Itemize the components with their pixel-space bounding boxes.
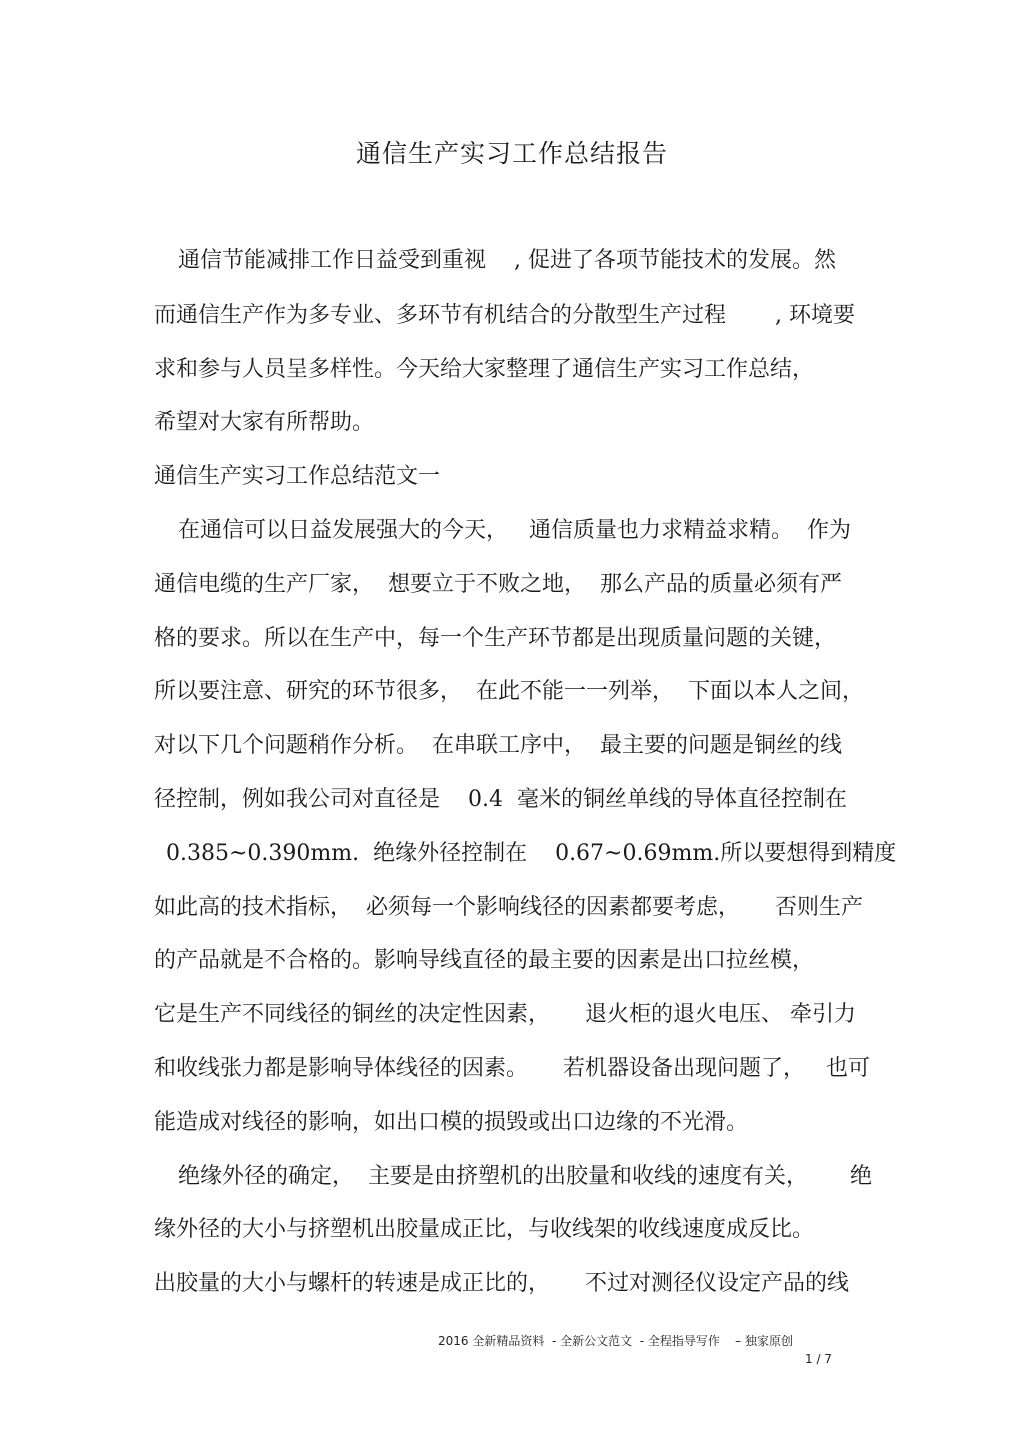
body-line-2: 而通信生产作为多专业、多环节有机结合的分散型生产过程 , 环境要 — [154, 303, 855, 328]
body-line-12: 0.385~0.390mm. 绝缘外径控制在 0.67~0.69mm.所以要想得到精度 — [166, 841, 897, 866]
footer-tagline: 2016 全新精品资料 - 全新公文范文 - 全程指导写作 – 独家原创 — [438, 1334, 793, 1348]
body-line-14: 的产品就是不合格的。影响导线直径的最主要的因素是出口拉丝模， — [154, 948, 815, 973]
body-line-9: 所以要注意、研究的环节很多， 在此不能一一列举， 下面以本人之间， — [154, 679, 864, 704]
page-number: 1 / 7 — [805, 1352, 832, 1366]
body-line-4: 希望对大家有所帮助。 — [154, 410, 375, 435]
body-line-7: 通信电缆的生产厂家， 想要立于不败之地， 那么产品的质量必须有严 — [154, 572, 842, 597]
body-line-19: 缘外径的大小与挤塑机出胶量成正比，与收线架的收线速度成反比。 — [154, 1217, 815, 1242]
section-heading: 通信生产实习工作总结范文一 — [154, 464, 441, 489]
body-line-6: 在通信可以日益发展强大的今天， 通信质量也力求精益求精。 作为 — [178, 518, 851, 543]
body-line-17: 能造成对线径的影响，如出口模的损毁或出口边缘的不光滑。 — [154, 1110, 749, 1135]
body-line-13: 如此高的技术指标， 必须每一个影响线径的因素都要考虑， 否则生产 — [154, 895, 863, 920]
body-line-11: 径控制，例如我公司对直径是 0.4 毫米的铜丝单线的导体直径控制在 — [154, 787, 847, 812]
body-line-16: 和收线张力都是影响导体线径的因素。 若机器设备出现问题了， 也可 — [154, 1056, 870, 1081]
body-line-1: 通信节能减排工作日益受到重视 , 促进了各项节能技术的发展。然 — [178, 248, 836, 273]
body-line-18: 绝缘外径的确定， 主要是由挤塑机的出胶量和收线的速度有关， 绝 — [178, 1164, 872, 1189]
body-line-8: 格的要求。所以在生产中，每一个生产环节都是出现质量问题的关键， — [154, 626, 837, 651]
body-line-15: 它是生产不同线径的铜丝的决定性因素， 退火柜的退火电压、 牵引力 — [154, 1002, 856, 1027]
body-line-3: 求和参与人员呈多样性。今天给大家整理了通信生产实习工作总结， — [154, 357, 815, 382]
page-title: 通信生产实习工作总结报告 — [355, 139, 668, 168]
body-line-10: 对以下几个问题稍作分析。 在串联工序中， 最主要的问题是铜丝的线 — [154, 733, 842, 758]
body-line-20: 出胶量的大小与螺杆的转速是成正比的， 不过对测径仪设定产品的线 — [154, 1271, 849, 1296]
